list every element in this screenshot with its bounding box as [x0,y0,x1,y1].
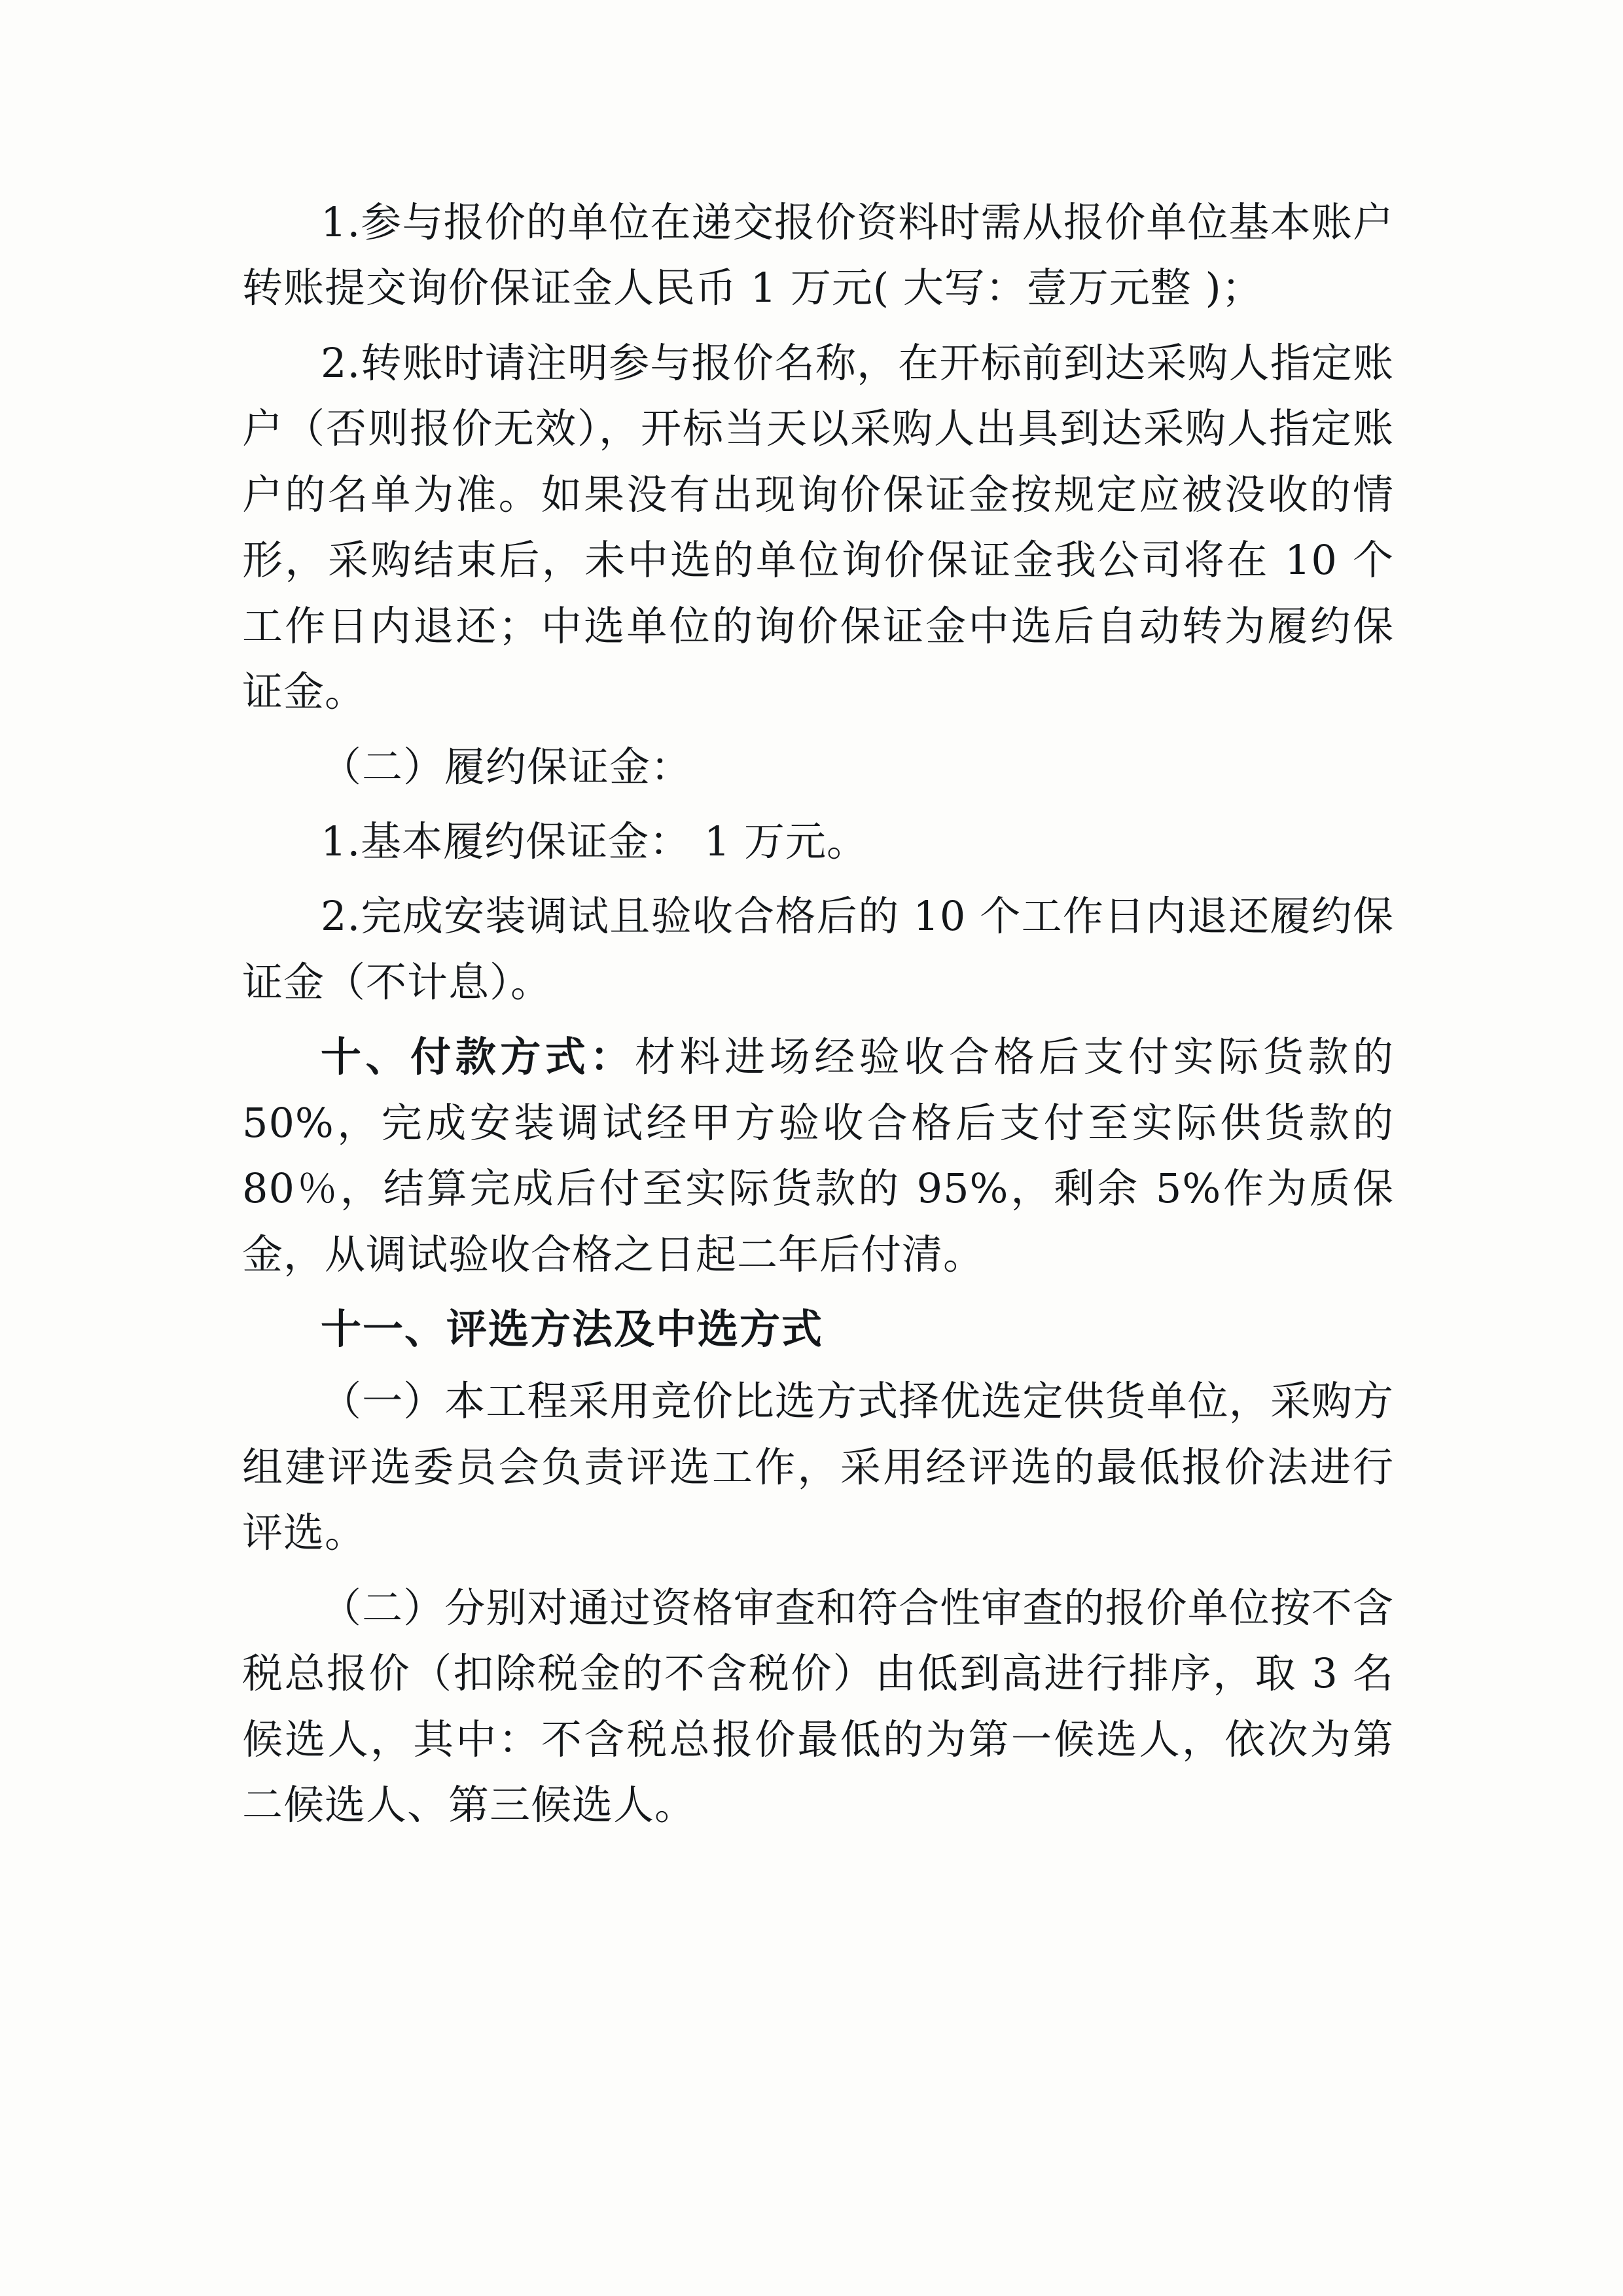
section-payment-label: 十、付款方式： [321,1033,635,1081]
paragraph-deposit-item-2: 2.转账时请注明参与报价名称，在开标前到达采购人指定账户（否则报价无效），开标当天以采购人出具到达采购人指定账户的名单为准。如果没有出现询价保证金按规定应被没收的情形，采购结束后，未中选的单位询价保证金我公司将在 10 个工作日内退还；中选单位的询价保证金中选后自动转为履约保证金。 [242,338,1394,716]
heading-performance-bond: （二）履约保证金： [321,742,692,791]
paragraph-section-payment [242,1024,1394,1287]
paragraph-performance-bond-item-1: 1.基本履约保证金： 1 万元。 [321,817,868,865]
document-body [242,190,1394,1848]
paragraph-performance-bond-item-2: 2.完成安装调试且验收合格后的 10 个工作日内退还履约保证金（不计息）。 [242,892,1394,1006]
paragraph-deposit-item-1: 1.参与报价的单位在递交报价资料时需从报价单位基本账户转账提交询价保证金人民币 1 万元( 大写：壹万元整 )； [242,198,1394,312]
paragraph-evaluation-item-1: （一）本工程采用竞价比选方式择优选定供货单位，采购方组建评选委员会负责评选工作，采用经评选的最低报价法进行评选。 [242,1377,1394,1557]
section-payment-body: 材料进场经验收合格后支付实际货款的 50%，完成安装调试经甲方验收合格后支付至实际供货款的 80％，结算完成后付至实际货款的 95%，剩余 5%作为质保金，从调试验收合格之日起二年后付清。 [242,1033,1394,1278]
section-evaluation-title: 十一、评选方法及中选方式 [321,1305,824,1353]
paragraph-evaluation-item-2: （二）分别对通过资格审查和符合性审查的报价单位按不含税总报价（扣除税金的不含税价）由低到高进行排序，取 3 名候选人，其中：不含税总报价最低的为第一候选人，依次为第二候选人、第三候选人。 [242,1583,1394,1829]
